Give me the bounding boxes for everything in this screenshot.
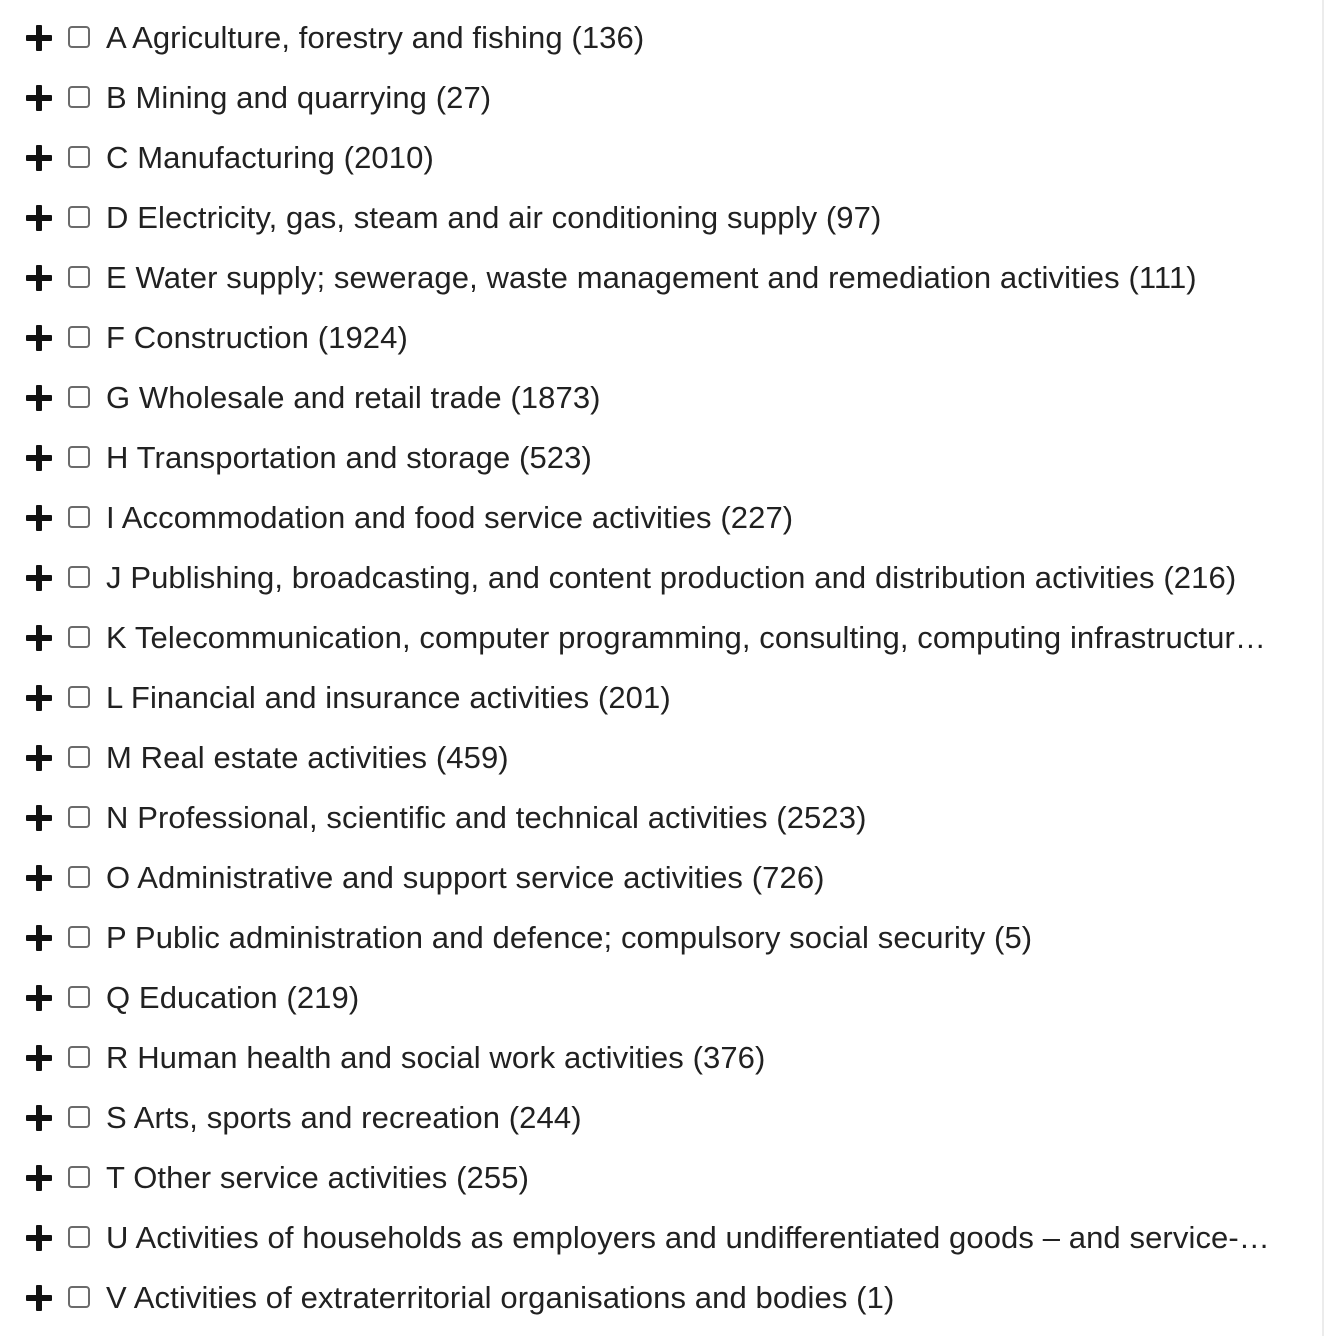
row-checkbox[interactable] xyxy=(68,386,90,408)
expand-plus-icon[interactable] xyxy=(25,1105,53,1133)
expand-plus-icon[interactable] xyxy=(25,925,53,953)
row-checkbox[interactable] xyxy=(68,146,90,168)
expand-plus-icon[interactable] xyxy=(25,1045,53,1073)
row-checkbox[interactable] xyxy=(68,506,90,528)
row-checkbox[interactable] xyxy=(68,446,90,468)
row-label[interactable]: P Public administration and defence; compulsory social security (5) xyxy=(106,920,1033,955)
row-checkbox[interactable] xyxy=(68,266,90,288)
row-checkbox[interactable] xyxy=(68,806,90,828)
row-checkbox[interactable] xyxy=(68,1226,90,1248)
expand-plus-icon[interactable] xyxy=(25,85,53,113)
row-label[interactable]: C Manufacturing (2010) xyxy=(106,140,434,175)
row-label[interactable]: M Real estate activities (459) xyxy=(106,740,509,775)
expand-plus-icon[interactable] xyxy=(25,1225,53,1253)
row-label[interactable]: T Other service activities (255) xyxy=(106,1160,529,1195)
expand-plus-icon[interactable] xyxy=(25,265,53,293)
expand-plus-icon[interactable] xyxy=(25,205,53,233)
row-label[interactable]: U Activities of households as employers and undifferentiated goods – and service-… xyxy=(106,1220,1270,1255)
expand-plus-icon[interactable] xyxy=(25,865,53,893)
tree-row xyxy=(0,728,1324,788)
tree-row xyxy=(0,8,1324,68)
tree-row xyxy=(0,788,1324,848)
expand-plus-icon[interactable] xyxy=(25,25,53,53)
row-label[interactable]: G Wholesale and retail trade (1873) xyxy=(106,380,601,415)
expand-plus-icon[interactable] xyxy=(25,805,53,833)
expand-plus-icon[interactable] xyxy=(25,685,53,713)
tree-row xyxy=(0,188,1324,248)
row-label[interactable]: Q Education (219) xyxy=(106,980,360,1015)
row-label[interactable]: K Telecommunication, computer programming, consulting, computing infrastructur… xyxy=(106,620,1267,655)
row-label[interactable]: R Human health and social work activities (376) xyxy=(106,1040,766,1075)
tree-row xyxy=(0,848,1324,908)
row-label[interactable]: J Publishing, broadcasting, and content production and distribution activities (216) xyxy=(106,560,1237,595)
row-checkbox[interactable] xyxy=(68,1166,90,1188)
row-checkbox[interactable] xyxy=(68,1106,90,1128)
row-label[interactable]: L Financial and insurance activities (201) xyxy=(106,680,671,715)
tree-row xyxy=(0,968,1324,1028)
row-checkbox[interactable] xyxy=(68,1046,90,1068)
expand-plus-icon[interactable] xyxy=(25,1285,53,1313)
row-label[interactable]: I Accommodation and food service activities (227) xyxy=(106,500,794,535)
tree-row xyxy=(0,1268,1324,1328)
tree-row xyxy=(0,548,1324,608)
tree-row xyxy=(0,668,1324,728)
expand-plus-icon[interactable] xyxy=(25,625,53,653)
row-label[interactable]: E Water supply; sewerage, waste management and remediation activities (111) xyxy=(106,260,1197,295)
tree-row xyxy=(0,1028,1324,1088)
expand-plus-icon[interactable] xyxy=(25,145,53,173)
expand-plus-icon[interactable] xyxy=(25,1165,53,1193)
expand-plus-icon[interactable] xyxy=(25,565,53,593)
expand-plus-icon[interactable] xyxy=(25,445,53,473)
row-checkbox[interactable] xyxy=(68,746,90,768)
row-label[interactable]: O Administrative and support service activities (726) xyxy=(106,860,825,895)
row-label[interactable]: A Agriculture, forestry and fishing (136) xyxy=(106,20,645,55)
row-checkbox[interactable] xyxy=(68,926,90,948)
row-checkbox[interactable] xyxy=(68,326,90,348)
tree-row xyxy=(0,368,1324,428)
expand-plus-icon[interactable] xyxy=(25,505,53,533)
row-label[interactable]: F Construction (1924) xyxy=(106,320,408,355)
row-label[interactable]: D Electricity, gas, steam and air conditioning supply (97) xyxy=(106,200,882,235)
expand-plus-icon[interactable] xyxy=(25,985,53,1013)
row-label[interactable]: V Activities of extraterritorial organisations and bodies (1) xyxy=(106,1280,895,1315)
tree-row xyxy=(0,1148,1324,1208)
tree-row xyxy=(0,68,1324,128)
row-label[interactable]: B Mining and quarrying (27) xyxy=(106,80,492,115)
tree-row xyxy=(0,1208,1324,1268)
row-label[interactable]: H Transportation and storage (523) xyxy=(106,440,592,475)
tree-row xyxy=(0,248,1324,308)
row-label[interactable]: S Arts, sports and recreation (244) xyxy=(106,1100,582,1135)
row-checkbox[interactable] xyxy=(68,1286,90,1308)
row-checkbox[interactable] xyxy=(68,626,90,648)
tree-row xyxy=(0,308,1324,368)
row-checkbox[interactable] xyxy=(68,26,90,48)
expand-plus-icon[interactable] xyxy=(25,325,53,353)
tree-row xyxy=(0,488,1324,548)
row-checkbox[interactable] xyxy=(68,986,90,1008)
tree-row xyxy=(0,608,1324,668)
row-checkbox[interactable] xyxy=(68,566,90,588)
expand-plus-icon[interactable] xyxy=(25,745,53,773)
tree-row xyxy=(0,428,1324,488)
row-checkbox[interactable] xyxy=(68,866,90,888)
tree-row xyxy=(0,908,1324,968)
tree-row xyxy=(0,1088,1324,1148)
tree-row xyxy=(0,128,1324,188)
row-label[interactable]: N Professional, scientific and technical activities (2523) xyxy=(106,800,867,835)
row-checkbox[interactable] xyxy=(68,686,90,708)
expand-plus-icon[interactable] xyxy=(25,385,53,413)
row-checkbox[interactable] xyxy=(68,206,90,228)
row-checkbox[interactable] xyxy=(68,86,90,108)
